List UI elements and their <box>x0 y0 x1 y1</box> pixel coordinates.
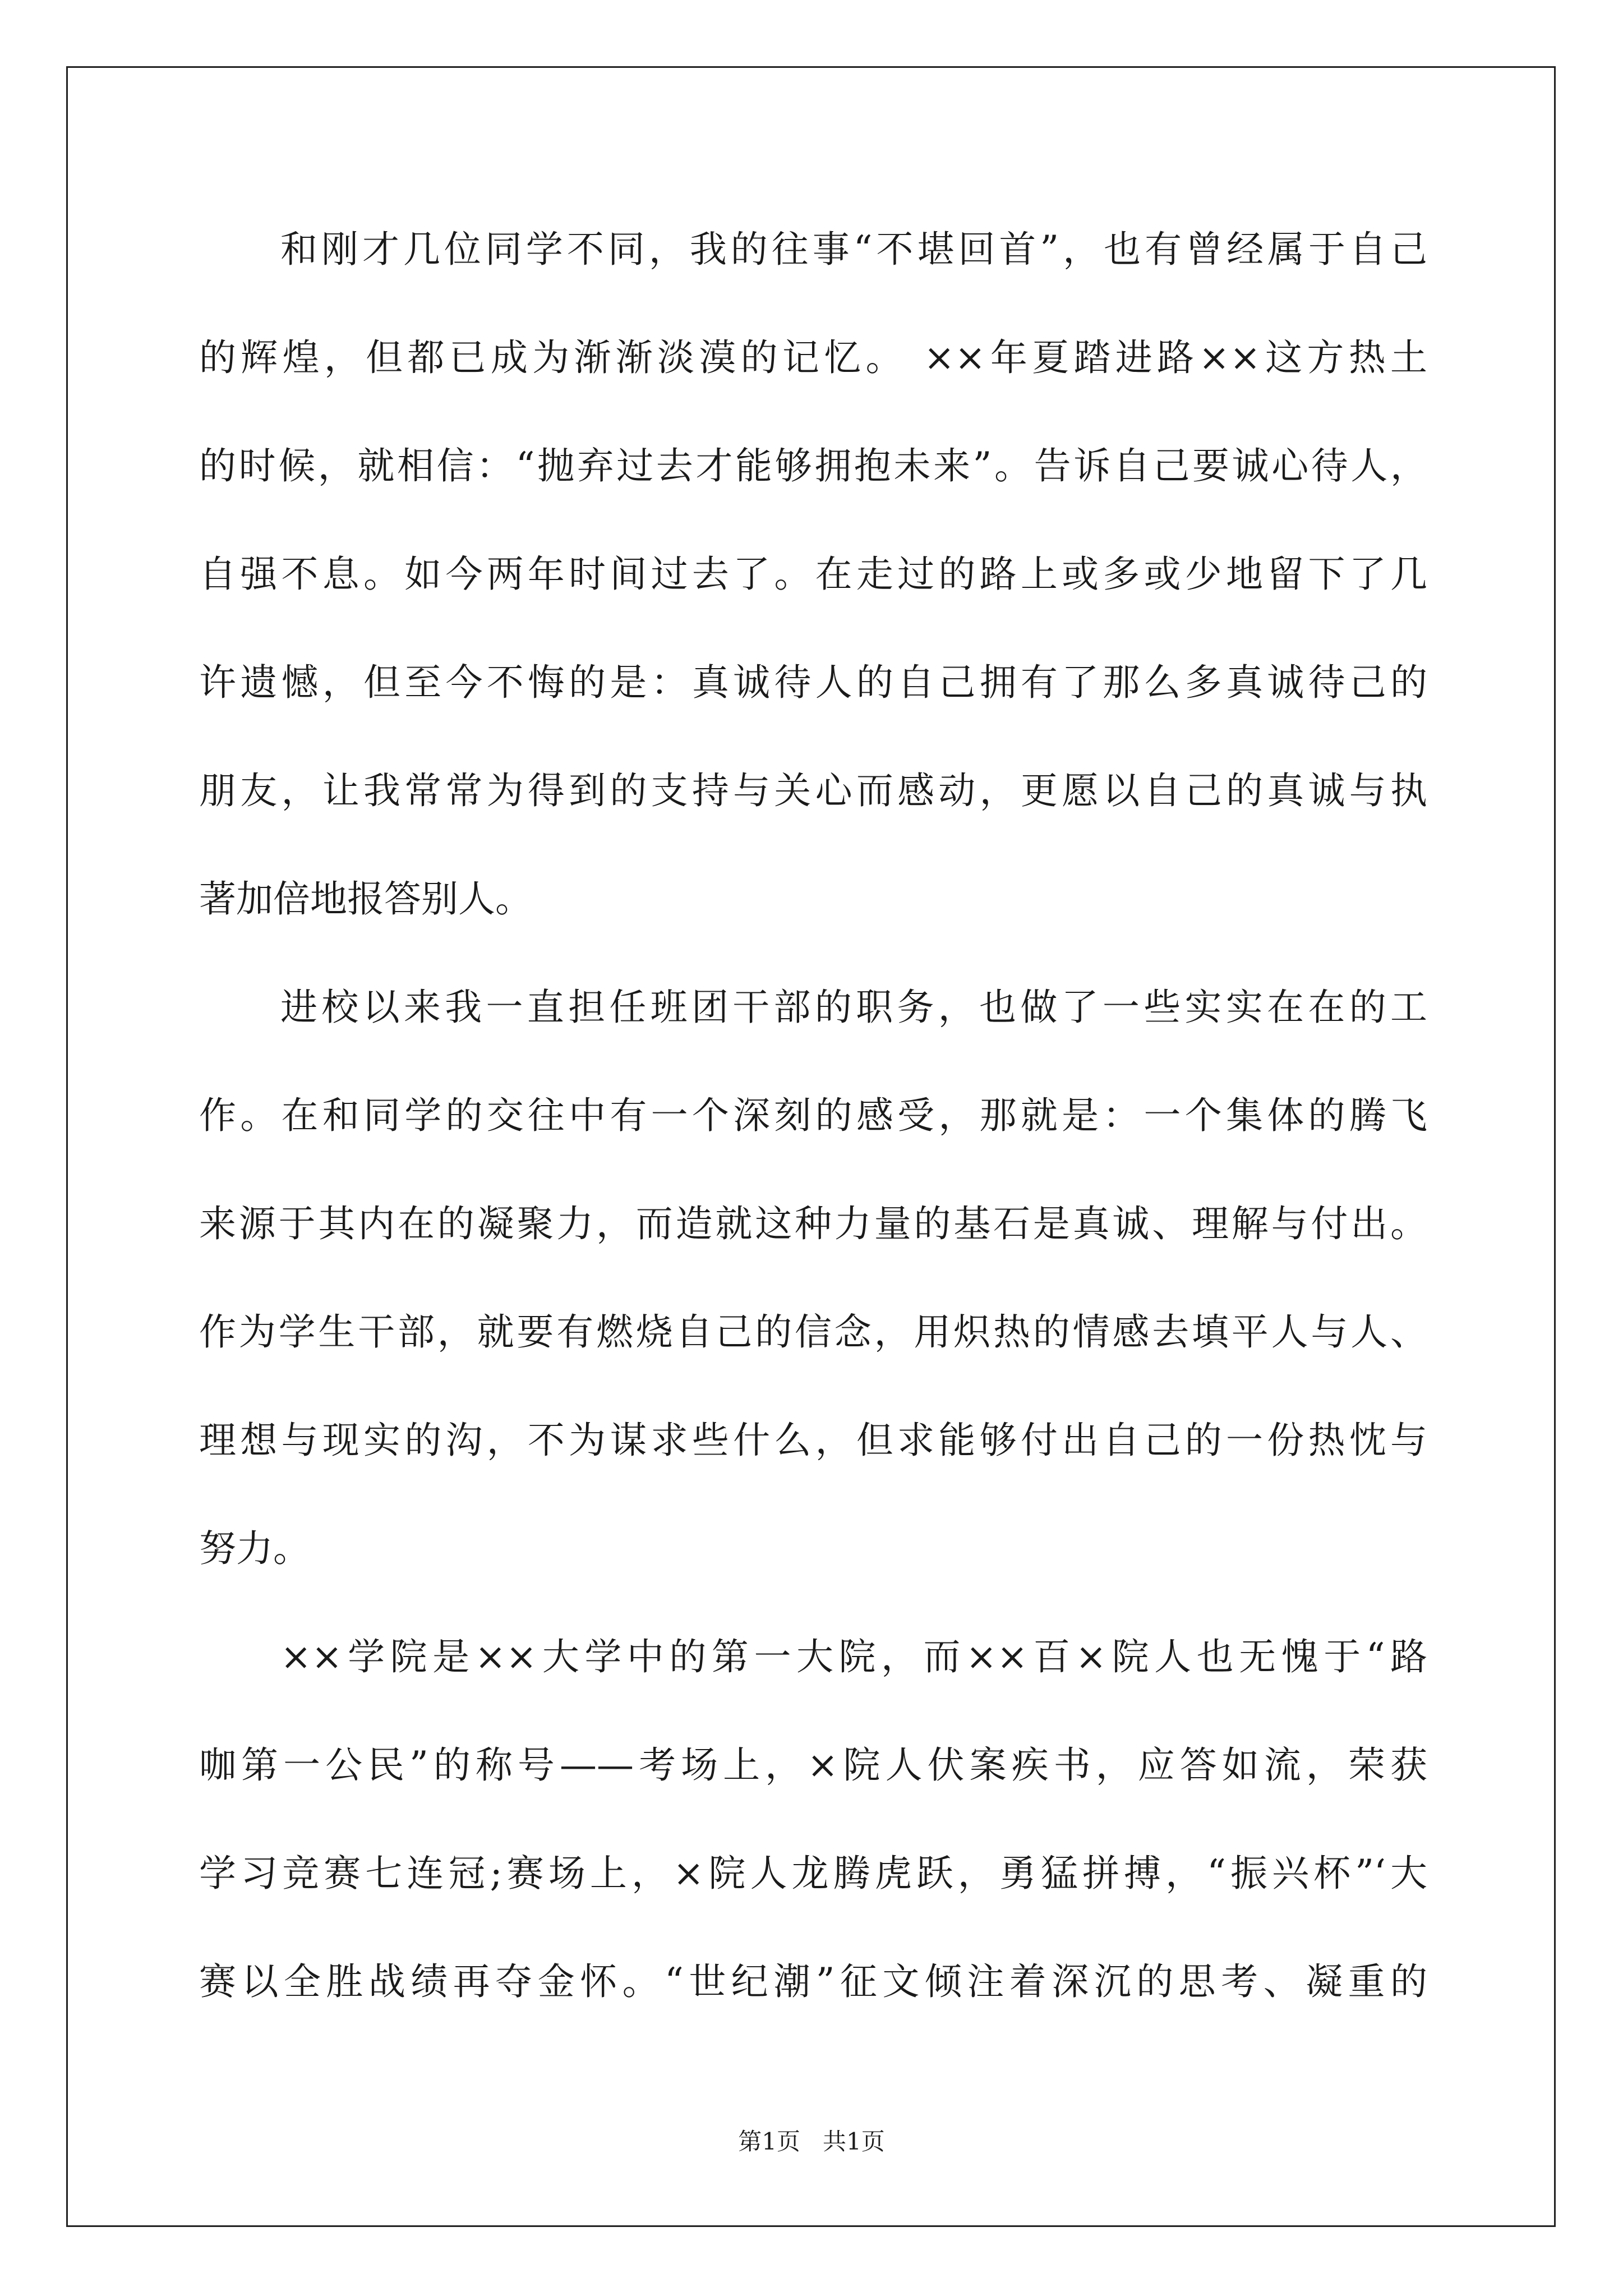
paragraph-3-line-3: 学习竞赛七连冠;赛场上，×院人龙腾虎跃，勇猛拼搏，“振兴杯”‘大 <box>199 1852 1427 1895</box>
paragraph-1-line-2: 的辉煌，但都已成为渐渐淡漠的记忆。 ××年夏踏进路××这方热土 <box>199 336 1427 379</box>
page-border <box>66 66 1556 2227</box>
paragraph-2-line-6: 努力。 <box>199 1527 310 1570</box>
paragraph-1-line-5: 许遗憾，但至今不悔的是：真诚待人的自己拥有了那么多真诚待己的 <box>199 661 1427 704</box>
paragraph-2-line-4: 作为学生干部，就要有燃烧自己的信念，用炽热的情感去填平人与人、 <box>199 1310 1427 1354</box>
page-footer <box>0 2125 1623 2159</box>
paragraph-1-line-6: 朋友，让我常常为得到的支持与关心而感动，更愿以自己的真诚与执 <box>199 769 1427 812</box>
paragraph-3-line-2: 咖第一公民”的称号——考场上，×院人伏案疾书，应答如流，荣获 <box>199 1743 1427 1787</box>
paragraph-3-line-1: ××学院是××大学中的第一大院，而××百×院人也无愧于“路 <box>280 1635 1427 1678</box>
paragraph-1-line-4: 自强不息。如今两年时间过去了。在走过的路上或多或少地留下了几 <box>199 553 1427 596</box>
paragraph-2-line-5: 理想与现实的沟，不为谋求些什么，但求能够付出自己的一份热忱与 <box>199 1419 1427 1462</box>
page-total: 共1页 <box>823 2128 885 2155</box>
paragraph-1-line-3: 的时候，就相信：“抛弃过去才能够拥抱未来”。告诉自己要诚心待人， <box>199 444 1427 487</box>
page-number: 第1页 <box>738 2128 800 2155</box>
paragraph-1-line-1: 和刚才几位同学不同，我的往事“不堪回首”，也有曾经属于自己 <box>280 228 1427 271</box>
paragraph-2-line-2: 作。在和同学的交往中有一个深刻的感受，那就是：一个集体的腾飞 <box>199 1094 1427 1137</box>
paragraph-2-line-3: 来源于其内在的凝聚力，而造就这种力量的基石是真诚、理解与付出。 <box>199 1202 1427 1245</box>
paragraph-3-line-4: 赛以全胜战绩再夺金怀。“世纪潮”征文倾注着深沉的思考、凝重的 <box>199 1960 1427 2003</box>
paragraph-1-line-7: 著加倍地报答别人。 <box>199 877 532 921</box>
paragraph-2-line-1: 进校以来我一直担任班团干部的职务，也做了一些实实在在的工 <box>280 986 1427 1029</box>
